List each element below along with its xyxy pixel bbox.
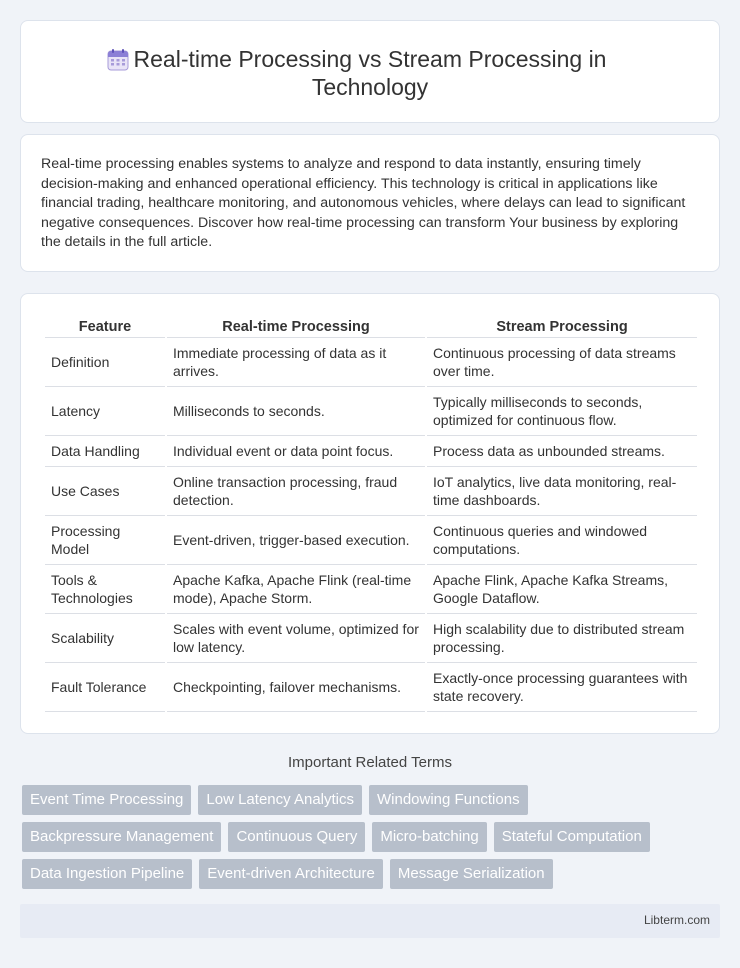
- comparison-table: [43, 316, 699, 712]
- tag-row: [22, 785, 722, 815]
- feature-cell: Use Cases: [45, 467, 165, 516]
- tag-message-serialization[interactable]: Message Serialization: [390, 859, 553, 889]
- tag-micro-batching[interactable]: Micro-batching: [372, 822, 486, 852]
- tag-row: [22, 822, 722, 852]
- table-row: [45, 516, 697, 565]
- feature-cell: Definition: [45, 338, 165, 387]
- table-row: [45, 387, 697, 436]
- header-feature: Feature: [45, 316, 165, 338]
- footer: [20, 904, 720, 938]
- real-time-cell: Individual event or data point focus.: [167, 436, 425, 467]
- stream-cell: High scalability due to distributed stream processing.: [427, 614, 697, 663]
- tag-low-latency-analytics[interactable]: Low Latency Analytics: [198, 785, 362, 815]
- related-terms-title: Important Related Terms: [288, 754, 452, 771]
- stream-cell: Process data as unbounded streams.: [427, 436, 697, 467]
- real-time-cell: Apache Kafka, Apache Flink (real-time mode), Apache Storm.: [167, 565, 425, 614]
- table-row: [45, 467, 697, 516]
- intro-paragraph: Real-time processing enables systems to analyze and respond to data instantly, ensuring timely decision-making and enhanced operational efficiency. This technology is critical in applications like financial trading, healthcare monitoring, and autonomous vehicles, where delays can lead to significant negative consequences. Discover how real-time processing can transform Your business by exploring the details in the full article.: [41, 156, 686, 250]
- real-time-cell: Online transaction processing, fraud detection.: [167, 467, 425, 516]
- real-time-cell: Checkpointing, failover mechanisms.: [167, 663, 425, 712]
- stream-cell: Apache Flink, Apache Kafka Streams, Google Dataflow.: [427, 565, 697, 614]
- real-time-cell: Immediate processing of data as it arrives.: [167, 338, 425, 387]
- tag-event-driven-architecture[interactable]: Event-driven Architecture: [199, 859, 383, 889]
- feature-cell: Tools & Technologies: [45, 565, 165, 614]
- header-card: [20, 20, 720, 123]
- tag-backpressure-management[interactable]: Backpressure Management: [22, 822, 221, 852]
- intro-card: [20, 134, 720, 272]
- tag-data-ingestion-pipeline[interactable]: Data Ingestion Pipeline: [22, 859, 192, 889]
- stream-cell: Typically milliseconds to seconds, optimized for continuous flow.: [427, 387, 697, 436]
- tag-event-time-processing[interactable]: Event Time Processing: [22, 785, 191, 815]
- table-header-row: [45, 316, 697, 338]
- table-row: [45, 565, 697, 614]
- table-row: [45, 663, 697, 712]
- stream-cell: IoT analytics, live data monitoring, real-time dashboards.: [427, 467, 697, 516]
- table-row: [45, 436, 697, 467]
- comparison-table-card: [20, 293, 720, 734]
- feature-cell: Processing Model: [45, 516, 165, 565]
- footer-brand[interactable]: Libterm.com: [643, 913, 710, 927]
- tag-row: [22, 859, 722, 889]
- real-time-cell: Milliseconds to seconds.: [167, 387, 425, 436]
- feature-cell: Fault Tolerance: [45, 663, 165, 712]
- tag-stateful-computation[interactable]: Stateful Computation: [494, 822, 650, 852]
- table-row: [45, 614, 697, 663]
- real-time-cell: Event-driven, trigger-based execution.: [167, 516, 425, 565]
- header-real-time: Real-time Processing: [167, 316, 425, 338]
- related-terms: [22, 785, 722, 896]
- tag-continuous-query[interactable]: Continuous Query: [228, 822, 365, 852]
- stream-cell: Exactly-once processing guarantees with state recovery.: [427, 663, 697, 712]
- table-row: [45, 338, 697, 387]
- feature-cell: Latency: [45, 387, 165, 436]
- stream-cell: Continuous processing of data streams over time.: [427, 338, 697, 387]
- page-title: Real-time Processing vs Stream Processing in Technology: [133, 46, 607, 100]
- calendar-icon: [106, 48, 130, 72]
- feature-cell: Scalability: [45, 614, 165, 663]
- header-stream: Stream Processing: [427, 316, 697, 338]
- tag-windowing-functions[interactable]: Windowing Functions: [369, 785, 528, 815]
- stream-cell: Continuous queries and windowed computations.: [427, 516, 697, 565]
- feature-cell: Data Handling: [45, 436, 165, 467]
- real-time-cell: Scales with event volume, optimized for low latency.: [167, 614, 425, 663]
